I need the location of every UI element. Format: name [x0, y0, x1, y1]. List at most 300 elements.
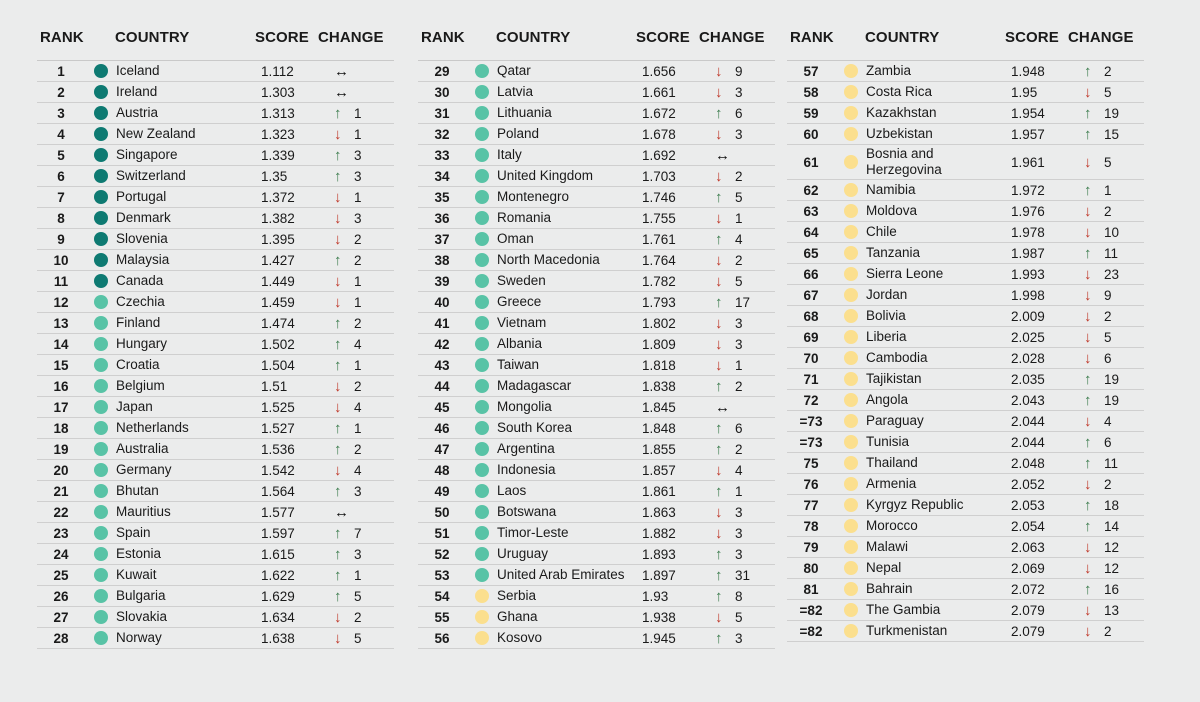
rank-cell: 17: [53, 399, 69, 415]
score-cell: 1.449: [261, 273, 295, 289]
score-cell: 1.755: [642, 210, 676, 226]
peace-level-dot-icon: [475, 505, 489, 519]
change-cell: [1084, 348, 1144, 368]
score-cell: 1.861: [642, 483, 676, 499]
table-row: [787, 453, 1144, 474]
table-row: [787, 369, 1144, 390]
score-cell: 1.474: [261, 315, 295, 331]
peace-level-dot-icon: [844, 309, 858, 323]
change-cell: [715, 460, 775, 480]
up-arrow-icon: ↑: [715, 188, 723, 206]
table-row: [787, 82, 1144, 103]
rank-cell: 70: [803, 350, 819, 366]
change-cell: [715, 565, 775, 585]
rank-cell: 12: [53, 294, 69, 310]
change-value: 4: [354, 336, 362, 352]
change-value: 3: [735, 546, 743, 562]
change-cell: [715, 481, 775, 501]
up-arrow-icon: ↑: [334, 524, 342, 542]
country-cell: Qatar: [497, 63, 531, 78]
score-cell: 1.938: [642, 609, 676, 625]
change-cell: [1084, 124, 1144, 144]
down-arrow-icon: ↓: [715, 503, 723, 521]
country-cell: Greece: [497, 294, 542, 309]
table-row: [787, 432, 1144, 453]
change-cell: [715, 124, 775, 144]
change-value: 1: [354, 420, 362, 436]
up-arrow-icon: ↑: [334, 314, 342, 332]
rank-cell: 75: [803, 455, 819, 471]
rank-cell: 32: [434, 126, 450, 142]
change-cell: [715, 586, 775, 606]
rank-cell: =73: [799, 434, 823, 450]
header-country: COUNTRY: [865, 29, 940, 46]
score-cell: 1.848: [642, 420, 676, 436]
change-value: 5: [735, 273, 743, 289]
down-arrow-icon: ↓: [1084, 349, 1092, 367]
peace-level-dot-icon: [475, 85, 489, 99]
change-value: 2: [354, 252, 362, 268]
up-arrow-icon: ↑: [715, 230, 723, 248]
change-cell: [715, 628, 775, 648]
country-cell: Serbia: [497, 588, 537, 603]
score-cell: 1.527: [261, 420, 295, 436]
table-row: [418, 586, 775, 607]
down-arrow-icon: ↓: [1084, 412, 1092, 430]
change-value: 17: [735, 294, 751, 310]
country-cell: Chile: [866, 224, 897, 239]
change-cell: [1084, 390, 1144, 410]
peace-level-dot-icon: [475, 358, 489, 372]
score-cell: 1.51: [261, 378, 288, 394]
header-change: CHANGE: [1068, 29, 1134, 46]
peace-level-dot-icon: [475, 400, 489, 414]
peace-level-dot-icon: [475, 547, 489, 561]
peace-level-dot-icon: [94, 169, 108, 183]
table-row: [418, 544, 775, 565]
score-cell: 1.504: [261, 357, 295, 373]
change-cell: [334, 292, 394, 312]
change-value: 10: [1104, 224, 1120, 240]
peace-level-dot-icon: [844, 540, 858, 554]
peace-level-dot-icon: [844, 183, 858, 197]
country-cell: Mongolia: [497, 399, 552, 414]
rank-cell: 42: [434, 336, 450, 352]
rank-cell: 79: [803, 539, 819, 555]
down-arrow-icon: ↓: [715, 167, 723, 185]
up-arrow-icon: ↑: [1084, 433, 1092, 451]
rank-cell: 67: [803, 287, 819, 303]
country-cell: Italy: [497, 147, 522, 162]
peace-level-dot-icon: [475, 253, 489, 267]
rank-cell: 36: [434, 210, 450, 226]
country-cell: Kosovo: [497, 630, 543, 645]
change-value: 4: [735, 462, 743, 478]
table-row: [37, 502, 394, 523]
country-cell: Mauritius: [116, 504, 171, 519]
score-cell: 1.35: [261, 168, 288, 184]
down-arrow-icon: ↓: [1084, 83, 1092, 101]
peace-level-dot-icon: [475, 421, 489, 435]
header-rank: RANK: [790, 29, 834, 46]
rank-cell: 51: [434, 525, 450, 541]
score-cell: 1.782: [642, 273, 676, 289]
change-cell: [1084, 369, 1144, 389]
change-value: 23: [1104, 266, 1120, 282]
table-row: [787, 411, 1144, 432]
change-value: 14: [1104, 518, 1120, 534]
table-row: [787, 327, 1144, 348]
country-cell: Ireland: [116, 84, 158, 99]
score-cell: 2.052: [1011, 476, 1045, 492]
down-arrow-icon: ↓: [1084, 286, 1092, 304]
rank-cell: 48: [434, 462, 450, 478]
table-row: [787, 264, 1144, 285]
peace-level-dot-icon: [94, 85, 108, 99]
peace-level-dot-icon: [844, 519, 858, 533]
change-cell: [334, 460, 394, 480]
country-cell: Bhutan: [116, 483, 159, 498]
rank-cell: 1: [57, 63, 65, 79]
change-value: 12: [1104, 539, 1120, 555]
change-value: 19: [1104, 105, 1120, 121]
score-cell: 1.339: [261, 147, 295, 163]
score-cell: 1.638: [261, 630, 295, 646]
rank-cell: 23: [53, 525, 69, 541]
rank-cell: 44: [434, 378, 450, 394]
rank-cell: 24: [53, 546, 69, 562]
change-value: 3: [354, 483, 362, 499]
peace-level-dot-icon: [94, 64, 108, 78]
change-value: 1: [354, 567, 362, 583]
peace-level-dot-icon: [475, 463, 489, 477]
up-arrow-icon: ↑: [1084, 104, 1092, 122]
country-cell: Kuwait: [116, 567, 157, 582]
change-value: 1: [735, 357, 743, 373]
score-cell: 2.054: [1011, 518, 1045, 534]
down-arrow-icon: ↓: [334, 209, 342, 227]
score-cell: 1.678: [642, 126, 676, 142]
rank-cell: 26: [53, 588, 69, 604]
change-cell: [1084, 103, 1144, 123]
peace-level-dot-icon: [94, 400, 108, 414]
up-arrow-icon: ↑: [715, 629, 723, 647]
down-arrow-icon: ↓: [334, 293, 342, 311]
score-cell: 1.427: [261, 252, 295, 268]
change-value: 2: [354, 441, 362, 457]
table-row: [418, 292, 775, 313]
country-cell: Laos: [497, 483, 527, 498]
up-arrow-icon: ↑: [715, 545, 723, 563]
table-row: [418, 460, 775, 481]
peace-level-dot-icon: [94, 484, 108, 498]
country-cell: Switzerland: [116, 168, 186, 183]
score-cell: 1.855: [642, 441, 676, 457]
table-row: [37, 271, 394, 292]
peace-level-dot-icon: [475, 169, 489, 183]
table-row: [418, 187, 775, 208]
peace-level-dot-icon: [94, 295, 108, 309]
country-cell: Estonia: [116, 546, 162, 561]
table-row: [37, 481, 394, 502]
change-value: 1: [735, 483, 743, 499]
table-row: [787, 495, 1144, 516]
rank-cell: 40: [434, 294, 450, 310]
change-cell: [1084, 474, 1144, 494]
country-cell: Iceland: [116, 63, 160, 78]
peace-level-dot-icon: [844, 393, 858, 407]
score-cell: 1.95: [1011, 84, 1038, 100]
change-cell: [715, 439, 775, 459]
country-cell: Lithuania: [497, 105, 552, 120]
up-arrow-icon: ↑: [715, 377, 723, 395]
rank-cell: =73: [799, 413, 823, 429]
rank-cell: 34: [434, 168, 450, 184]
change-cell: [1084, 243, 1144, 263]
change-cell: [715, 208, 775, 228]
score-cell: 1.838: [642, 378, 676, 394]
peace-level-dot-icon: [94, 379, 108, 393]
up-arrow-icon: ↑: [334, 587, 342, 605]
down-arrow-icon: ↓: [334, 272, 342, 290]
change-cell: [715, 334, 775, 354]
change-cell: [334, 61, 394, 81]
rank-cell: 3: [57, 105, 65, 121]
change-value: 1: [354, 126, 362, 142]
country-cell: Vietnam: [497, 315, 547, 330]
rank-cell: 7: [57, 189, 65, 205]
peace-level-dot-icon: [844, 414, 858, 428]
peace-level-dot-icon: [475, 316, 489, 330]
change-cell: [715, 250, 775, 270]
peace-level-dot-icon: [475, 631, 489, 645]
peace-level-dot-icon: [475, 610, 489, 624]
peace-level-dot-icon: [475, 64, 489, 78]
country-cell: Japan: [116, 399, 153, 414]
peace-level-dot-icon: [94, 442, 108, 456]
rank-cell: 56: [434, 630, 450, 646]
change-value: 1: [735, 210, 743, 226]
peace-level-dot-icon: [94, 568, 108, 582]
score-cell: 1.615: [261, 546, 295, 562]
rank-cell: 9: [57, 231, 65, 247]
rank-cell: 8: [57, 210, 65, 226]
country-cell: Ghana: [497, 609, 538, 624]
score-cell: 1.622: [261, 567, 295, 583]
change-cell: [1084, 201, 1144, 221]
peace-level-dot-icon: [844, 225, 858, 239]
score-cell: 1.692: [642, 147, 676, 163]
table-row: [37, 376, 394, 397]
change-cell: [1084, 558, 1144, 578]
score-cell: 1.629: [261, 588, 295, 604]
down-arrow-icon: ↓: [1084, 538, 1092, 556]
change-cell: [334, 418, 394, 438]
table-row: [418, 628, 775, 649]
score-cell: 1.323: [261, 126, 295, 142]
peace-level-dot-icon: [94, 316, 108, 330]
table-row: [37, 460, 394, 481]
change-cell: [715, 229, 775, 249]
country-cell: Paraguay: [866, 413, 924, 428]
header-score: SCORE: [255, 29, 309, 46]
down-arrow-icon: ↓: [1084, 202, 1092, 220]
score-cell: 2.044: [1011, 434, 1045, 450]
rank-cell: 46: [434, 420, 450, 436]
change-value: 9: [1104, 287, 1112, 303]
country-cell: Poland: [497, 126, 540, 141]
down-arrow-icon: ↓: [334, 461, 342, 479]
down-arrow-icon: ↓: [715, 62, 723, 80]
peace-level-dot-icon: [475, 337, 489, 351]
score-cell: 1.525: [261, 399, 295, 415]
table-row: [418, 418, 775, 439]
change-cell: [334, 523, 394, 543]
score-cell: 1.746: [642, 189, 676, 205]
header-rank: RANK: [421, 29, 465, 46]
rank-cell: 4: [57, 126, 65, 142]
change-value: 5: [354, 630, 362, 646]
country-cell: Sierra Leone: [866, 266, 944, 281]
rank-cell: 69: [803, 329, 819, 345]
peace-level-dot-icon: [844, 330, 858, 344]
score-cell: 1.661: [642, 84, 676, 100]
change-cell: [334, 334, 394, 354]
down-arrow-icon: ↓: [715, 314, 723, 332]
rank-cell: 14: [53, 336, 69, 352]
down-arrow-icon: ↓: [715, 335, 723, 353]
rank-cell: 45: [434, 399, 450, 415]
change-value: 2: [735, 441, 743, 457]
peace-level-dot-icon: [475, 274, 489, 288]
country-cell: Zambia: [866, 63, 912, 78]
peace-level-dot-icon: [844, 204, 858, 218]
country-cell: The Gambia: [866, 602, 941, 617]
up-arrow-icon: ↑: [715, 440, 723, 458]
change-value: 2: [1104, 623, 1112, 639]
score-cell: 2.028: [1011, 350, 1045, 366]
score-cell: 1.972: [1011, 182, 1045, 198]
up-arrow-icon: ↑: [334, 251, 342, 269]
no-change-icon: ↔: [334, 503, 349, 521]
change-value: 2: [735, 378, 743, 394]
score-cell: 1.372: [261, 189, 295, 205]
change-cell: [1084, 82, 1144, 102]
change-value: 2: [1104, 476, 1112, 492]
peace-level-dot-icon: [94, 337, 108, 351]
table-row: [37, 208, 394, 229]
change-cell: [1084, 411, 1144, 431]
table-row: [37, 103, 394, 124]
score-cell: 1.818: [642, 357, 676, 373]
table-row: [418, 208, 775, 229]
score-cell: 2.035: [1011, 371, 1045, 387]
change-cell: [715, 376, 775, 396]
table-row: [787, 103, 1144, 124]
table-body: [37, 60, 394, 649]
down-arrow-icon: ↓: [334, 398, 342, 416]
table-row: [787, 621, 1144, 642]
table-row: [37, 145, 394, 166]
rank-cell: 55: [434, 609, 450, 625]
country-cell: Kazakhstan: [866, 105, 937, 120]
change-cell: [715, 523, 775, 543]
score-cell: 1.542: [261, 462, 295, 478]
table-header: [787, 0, 1144, 60]
up-arrow-icon: ↑: [334, 566, 342, 584]
rank-cell: 11: [53, 273, 69, 289]
up-arrow-icon: ↑: [715, 566, 723, 584]
change-value: 6: [735, 105, 743, 121]
down-arrow-icon: ↓: [715, 461, 723, 479]
table-row: [787, 390, 1144, 411]
change-cell: [334, 544, 394, 564]
up-arrow-icon: ↑: [715, 587, 723, 605]
change-value: 3: [735, 525, 743, 541]
rank-cell: 66: [803, 266, 819, 282]
rank-cell: 16: [53, 378, 69, 394]
score-cell: 1.845: [642, 399, 676, 415]
rank-cell: 35: [434, 189, 450, 205]
country-cell: Montenegro: [497, 189, 570, 204]
country-cell: Slovakia: [116, 609, 168, 624]
down-arrow-icon: ↓: [1084, 559, 1092, 577]
country-cell: Sweden: [497, 273, 546, 288]
down-arrow-icon: ↓: [715, 356, 723, 374]
up-arrow-icon: ↑: [334, 104, 342, 122]
rank-cell: 33: [434, 147, 450, 163]
table-row: [37, 82, 394, 103]
score-cell: 1.536: [261, 441, 295, 457]
peace-level-dot-icon: [475, 127, 489, 141]
change-cell: [334, 208, 394, 228]
rank-cell: 78: [803, 518, 819, 534]
rank-cell: 47: [434, 441, 450, 457]
change-cell: [715, 607, 775, 627]
rank-cell: 29: [434, 63, 450, 79]
country-cell: Bulgaria: [116, 588, 166, 603]
peace-level-dot-icon: [844, 127, 858, 141]
table-row: [787, 145, 1144, 180]
change-value: 3: [735, 336, 743, 352]
rank-cell: 59: [803, 105, 819, 121]
up-arrow-icon: ↑: [1084, 181, 1092, 199]
down-arrow-icon: ↓: [715, 608, 723, 626]
table-row: [37, 124, 394, 145]
country-cell: Belgium: [116, 378, 165, 393]
rank-cell: 18: [53, 420, 69, 436]
peace-level-dot-icon: [844, 85, 858, 99]
table-row: [787, 537, 1144, 558]
peace-level-dot-icon: [475, 484, 489, 498]
country-cell: Liberia: [866, 329, 907, 344]
down-arrow-icon: ↓: [334, 377, 342, 395]
no-change-icon: ↔: [334, 83, 349, 101]
country-cell: Latvia: [497, 84, 534, 99]
country-cell: Madagascar: [497, 378, 572, 393]
change-cell: [715, 82, 775, 102]
peace-level-dot-icon: [844, 351, 858, 365]
table-row: [37, 439, 394, 460]
change-value: 3: [735, 315, 743, 331]
down-arrow-icon: ↓: [1084, 622, 1092, 640]
rank-cell: 38: [434, 252, 450, 268]
up-arrow-icon: ↑: [1084, 517, 1092, 535]
country-cell: Tunisia: [866, 434, 910, 449]
score-cell: 1.998: [1011, 287, 1045, 303]
change-cell: [1084, 264, 1144, 284]
rank-cell: 30: [434, 84, 450, 100]
